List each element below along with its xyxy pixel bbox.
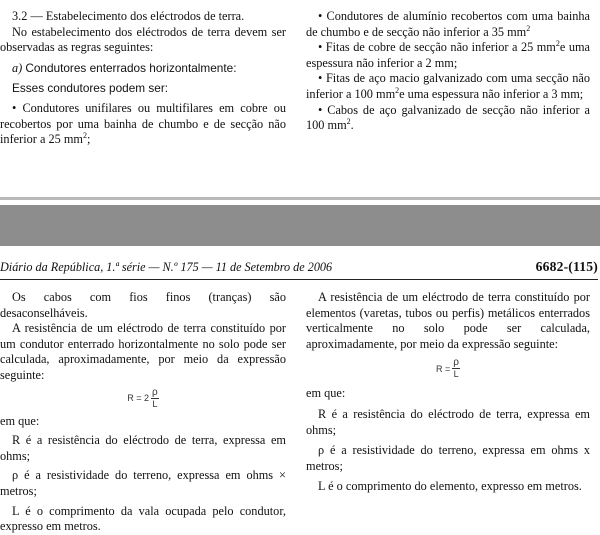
top-right-column (306, 9, 590, 134)
em-que-label: em que: (0, 413, 40, 428)
bullet-copper-sup: 2 (82, 131, 87, 141)
bullet-steel-cable-text: • Cabos de aço galvanizado de secção não inferior a 100 mm (306, 102, 590, 133)
def-resistivity: ρ é a resistividade do terreno, expressa em ohms x metros; (306, 443, 590, 473)
sub-intro: Esses condutores podem ser: (12, 81, 169, 96)
bottom-left-column (0, 290, 286, 535)
horizontal-formula (0, 384, 286, 414)
bullet-aluminium (306, 9, 590, 40)
item-a-text: Condutores enterrados horizontalmente: (25, 60, 237, 75)
fine-wire-paragraph: Os cabos com fios finos (tranças) são desaconselháveis. (0, 290, 286, 320)
bullet-steel-strip-b: e uma espessura não inferior a 3 mm; (399, 86, 584, 101)
bullet-copper-strip-sup: 2 (555, 39, 560, 49)
journal-header: Diário da República, 1.ª série — N.º 175 — 11 de Setembro de 2006 (0, 260, 333, 274)
bullet-steel-strip (306, 71, 590, 102)
bullet-copper-strip (306, 40, 590, 71)
def-resistivity: ρ é a resistividade do terreno, expressa em ohms × metros; (0, 468, 286, 498)
page-number: 6682-(115) (535, 259, 598, 274)
formula-numerator: ρ (453, 357, 459, 369)
bullet-steel-strip-sup: 2 (395, 85, 400, 95)
def-length: L é o comprimento da vala ocupada pelo condutor, expresso em metros. (0, 503, 286, 534)
formula-denominator: L (152, 398, 158, 409)
bullet-copper-end: ; (86, 132, 91, 147)
vertical-resistance-paragraph: A resistência de um eléctrodo de terra constituído por elementos (varetas, tubos ou perfis) metálicos enterrados verticalmente no solo pode ser calculada, aproximadamente, por meio da expressão seguinte: (306, 290, 590, 351)
item-a-label: a) (12, 60, 23, 75)
def-length: L é o comprimento do elemento, expresso em metros. (318, 479, 582, 494)
em-que-label: em que: (306, 386, 346, 401)
header-rule (0, 279, 598, 280)
bullet-steel-cable-end: . (350, 118, 354, 133)
bullet-aluminium-sup: 2 (526, 23, 531, 33)
item-a (0, 61, 286, 77)
bullet-steel-strip-a: • Fitas de aço macio galvanizado com uma secção não inferior a 100 mm (306, 71, 590, 101)
formula-fraction (452, 358, 460, 380)
def-resistance: R é a resistência do eléctrodo de terra, expressa em ohms; (306, 406, 590, 437)
bullet-steel-cable (306, 103, 590, 134)
formula-fraction (151, 388, 159, 410)
bullet-aluminium-text: • Condutores de alumínio recobertos com uma bainha de chumbo e de secção não inferior a 35 mm (306, 9, 590, 39)
vertical-formula (306, 352, 590, 386)
bullet-copper-strip-b: e uma espessura não inferior a 2 mm; (306, 40, 590, 70)
horizontal-resistance-paragraph: A resistência de um eléctrodo de terra constituído por um condutor enterrado horizontalmente no solo pode ser calculada, aproximadamente, por meio da expressão seguinte: (0, 321, 286, 382)
top-left-column (0, 9, 286, 148)
bullet-copper-strip-a: • Fitas de cobre de secção não inferior a 25 mm (318, 40, 556, 55)
formula-lhs: R = (436, 363, 451, 374)
bullet-copper (0, 101, 286, 148)
section-heading: 3.2 — Estabelecimento dos eléctrodos de terra. (12, 9, 245, 23)
intro-paragraph: No estabelecimento dos eléctrodos de terra devem ser observadas as regras seguintes: (0, 24, 286, 55)
bullet-steel-cable-sup: 2 (346, 117, 351, 127)
formula-denominator: L (453, 369, 459, 380)
formula-numerator: ρ (152, 386, 158, 398)
page-break-band (0, 197, 600, 246)
formula-lhs: R = 2 (127, 392, 150, 403)
bottom-right-column (306, 290, 590, 495)
def-resistance: R é a resistência do eléctrodo de terra, expressa em ohms; (0, 433, 286, 463)
bullet-copper-text: • Condutores unifilares ou multifilares em cobre ou recobertos por uma bainha de chumbo e de secção não inferior a 25 mm (0, 100, 286, 147)
